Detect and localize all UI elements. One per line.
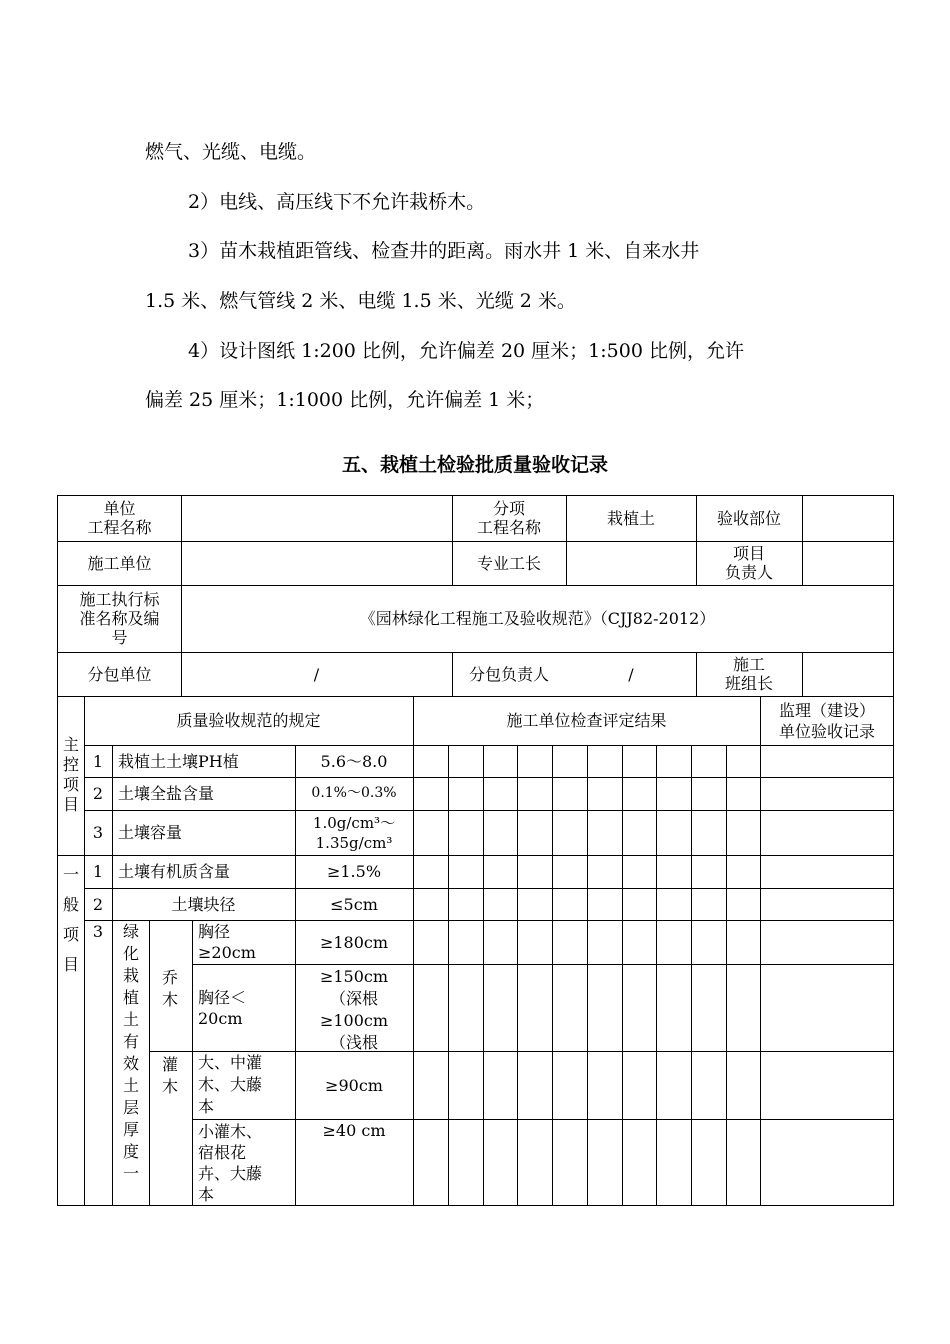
main-control-label xyxy=(61,735,81,815)
thickness-row-name: 小灌木、 宿根花 卉、大藤 本 xyxy=(198,1122,263,1204)
shrub-label xyxy=(160,1054,180,1098)
general-item-value: ≥1.5% xyxy=(326,862,382,881)
page-title: 五、栽植土检验批质量验收记录 xyxy=(341,454,608,476)
thickness-row-value: ≥40 cm xyxy=(322,1121,386,1140)
thickness-row-name: 大、中灌 木、大藤 本 xyxy=(198,1053,263,1116)
category-char: 栽 xyxy=(122,966,139,985)
standard-value: 《园林绿化工程施工及验收规范》（CJJ82-2012） xyxy=(359,609,716,628)
main-item-no: 1 xyxy=(92,751,104,771)
general-char: 一 xyxy=(62,865,79,884)
category-char: 土 xyxy=(122,1010,139,1029)
general-item-name: 土壤有机质含量 xyxy=(118,862,231,881)
main-item-value: 0.1%～0.3% xyxy=(311,785,397,801)
subcontract-leader-value: / xyxy=(628,664,634,684)
category-char: 有 xyxy=(122,1032,139,1051)
tree-char: 木 xyxy=(161,990,178,1009)
shrub-char: 灌 xyxy=(161,1055,178,1074)
category-char: 绿 xyxy=(122,922,139,941)
category-char: 一 xyxy=(122,1164,139,1183)
main-control-char: 目 xyxy=(62,795,79,814)
general-item-name: 土壤块径 xyxy=(171,894,236,914)
paragraph-6: 偏差 25 厘米；1:1000 比例，允许偏差 1 米； xyxy=(145,389,545,411)
main-item-name: 栽植土土壤PH植 xyxy=(118,751,239,771)
category-char: 化 xyxy=(122,944,139,963)
category-char: 植 xyxy=(122,988,139,1007)
thickness-row-value: ≥150cm （深根 ≥100cm （浅根 xyxy=(319,967,389,1051)
tree-label xyxy=(160,967,180,1011)
paragraph-5: 4）设计图纸 1:200 比例，允许偏差 20 厘米；1:500 比例，允许 xyxy=(188,340,744,362)
foreman-label: 专业工长 xyxy=(476,553,541,573)
standard-label: 施工执行标 准名称及编 号 xyxy=(79,590,160,647)
thickness-row-name: 胸径 ≥20cm xyxy=(198,922,256,962)
general-item-no: 1 xyxy=(92,862,104,881)
main-control-char: 项 xyxy=(62,775,79,794)
main-control-char: 控 xyxy=(62,755,79,774)
subcontract-leader-label: 分包负责人 xyxy=(468,664,549,684)
general-label xyxy=(61,860,81,980)
main-item-no: 3 xyxy=(92,823,104,842)
sub-project-value: 栽植土 xyxy=(606,508,655,528)
paragraph-2: 2）电线、高压线下不允许栽桥木。 xyxy=(188,191,486,213)
team-leader-label: 施工 班组长 xyxy=(724,655,773,693)
paragraph-1: 燃气、光缆、电缆。 xyxy=(145,141,317,163)
general-item-no: 2 xyxy=(92,894,104,914)
subcontract-unit-label: 分包单位 xyxy=(87,664,152,684)
general-char: 般 xyxy=(62,895,79,914)
category-label xyxy=(121,921,141,1185)
tree-char: 乔 xyxy=(161,968,178,987)
category-char: 效 xyxy=(122,1054,139,1073)
main-item-name: 土壤全盐含量 xyxy=(118,784,215,803)
shrub-char: 木 xyxy=(161,1077,178,1096)
sub-project-label: 分项 工程名称 xyxy=(476,499,541,537)
general-char: 目 xyxy=(62,955,79,974)
paragraph-4: 1.5 米、燃气管线 2 米、电缆 1.5 米、光缆 2 米。 xyxy=(145,290,576,312)
project-leader-label: 项目 负责人 xyxy=(724,544,773,582)
unit-project-label: 单位 工程名称 xyxy=(87,499,152,537)
main-item-name: 土壤容量 xyxy=(118,823,183,842)
category-char: 层 xyxy=(122,1098,139,1117)
general-item-no: 3 xyxy=(92,922,104,941)
paragraph-3: 3）苗木栽植距管线、检查井的距离。雨水井 1 米、自来水井 xyxy=(188,240,700,262)
category-char: 度 xyxy=(122,1142,139,1161)
subcontract-unit-value: / xyxy=(313,664,320,684)
spec-column-header: 质量验收规范的规定 xyxy=(176,711,321,730)
main-item-no: 2 xyxy=(92,784,104,803)
general-char: 项 xyxy=(62,925,79,944)
supervision-column-header: 监理（建设） 单位验收记录 xyxy=(778,700,875,741)
category-char: 厚 xyxy=(122,1120,139,1139)
thickness-row-value: ≥180cm xyxy=(319,932,389,952)
main-item-value: 5.6～8.0 xyxy=(320,751,388,771)
acceptance-part-label: 验收部位 xyxy=(716,508,781,528)
construction-unit-label: 施工单位 xyxy=(87,553,152,573)
category-char: 土 xyxy=(122,1076,139,1095)
main-item-value: 1.0g/cm³～ 1.35g/cm³ xyxy=(312,813,396,852)
thickness-row-name: 胸径＜ 20cm xyxy=(198,987,247,1028)
general-item-value: ≤5cm xyxy=(330,894,378,914)
main-control-char: 主 xyxy=(62,735,79,754)
thickness-row-value: ≥90cm xyxy=(325,1075,383,1095)
check-column-header: 施工单位检查评定结果 xyxy=(506,711,667,730)
